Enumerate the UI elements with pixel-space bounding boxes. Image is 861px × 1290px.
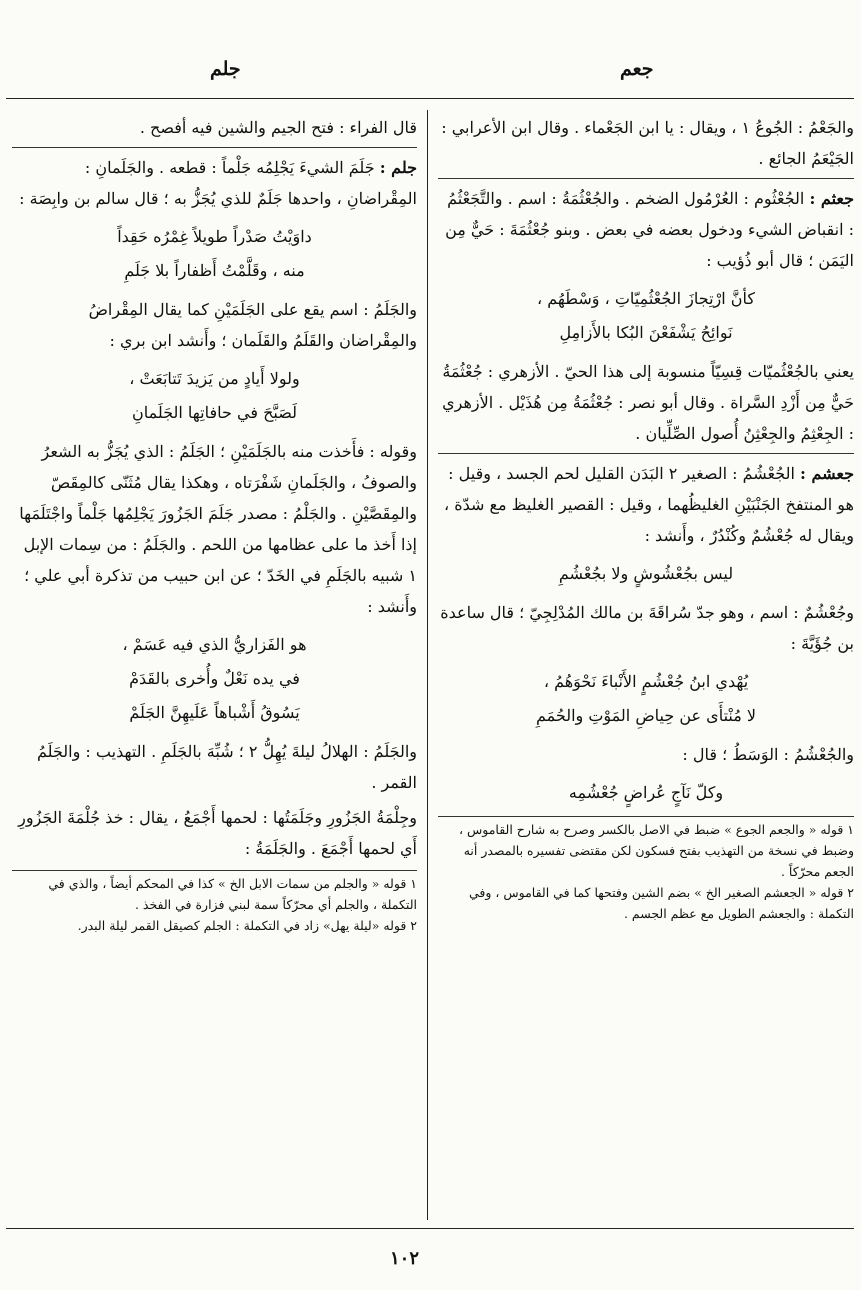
verse-line: لَصَبَّحَ في حافاتِها الجَلَمانِ [132,403,297,422]
running-header-right: جعم [620,58,654,80]
paragraph [438,597,854,659]
paragraph [12,436,417,622]
footnotes [438,816,854,924]
verse [438,557,854,591]
entry-text: جَلَمَ الشيءَ يَجْلِمُه جَلْماً : قطعه . والجَلَمانِ : المِقْراضانِ ، واحدها جَلَمٌ للذي يُجَزُّ به ؛ قال سالم بن وابِصَة : [19,158,417,208]
verse-line: كأنَّ ارْتِجازَ الجُعْثُمِيّاتِ ، وَسْطَهُم ، [536,289,756,308]
verse [12,628,417,730]
left-column [12,112,417,1220]
verse-line: داوَيْتُ صَدْراً طويلاً غِمْرُه حَقِداً [117,227,312,246]
footnote: ٢ قوله «ليلة يهل» زاد في التكملة : الجلم كصيقل القمر ليلة البدر. [77,918,417,933]
verse [438,665,854,733]
entry-text: الجُعْشُمُ : الصغير ٢ البَدَن القليل لحم الجسد ، وقيل : هو المنتفخ الجَنْبَيْنِ الغليظُهما ، وقيل : القصير الغليظ مع شدّة ، ويقال له جُعْشُمٌ وكُنْدُرٌ ، وأَنشد : [443,464,854,545]
verse-line: هو الفَزاريُّ الذي فيه عَسَمْ ، [122,635,307,654]
entry-text: يعني بالجُعْثُميّات قِسِيّاً منسوبة إلى هذا الحيّ . الأزهري : جُعْثُمَةُ حَيٌّ مِن أَزْدِ السَّراة . وقال أبو نصر : جُعْثُمَةُ مِن هُذَيْل . الأزهري : الجِعْثِمُ والجِعْثِنُ أُصول الصِّلِّيان . [442,362,854,443]
page-number: ١٠٢ [390,1248,420,1269]
verse-line: ولولا أَيادٍ من يَزيدَ تَتابَعَتْ ، [129,369,300,388]
dictionary-entry [12,147,417,214]
paragraph [438,739,854,770]
footnote: ٢ قوله « الجعشم الصغير الخ » بضم الشين وفتحها كما في القاموس ، وفي التكملة : والجعشم الطويل مع عظم الجسم . [468,885,854,921]
verse-line: منه ، وقَلَّمْتُ أَظفاراً بلا جَلَمِ [124,261,305,280]
verse-line: ليس بجُعْشُوشٍ ولا بجُعْشُمِ [558,564,734,583]
entry-text: والجَعْمُ : الجُوعُ ١ ، ويقال : يا ابن الجَعْماء . وقال ابن الأعرابي : الجَيْعَمُ الجائع . [441,118,854,168]
entry-text: والجُعْشُمُ : الوَسَطُ ؛ قال : [682,745,854,764]
entry-headword: جعشم : [799,464,854,483]
paragraph [12,736,417,798]
entry-headword: جعثم : [809,189,854,208]
verse [438,776,854,810]
entry-headword: جلم : [379,158,417,177]
paragraph [12,294,417,356]
paragraph [12,802,417,864]
entry-text: والجَلَمُ : الهلالُ ليلةَ يُهِلُّ ٢ ؛ شُبِّهَ بالجَلَمِ . التهذيب : والجَلَمُ القمر . [37,742,417,792]
verse-line: يُهْدي ابنُ جُعْشُمٍ الأَنْباءَ نَحْوَهُمُ ، [543,672,749,691]
dictionary-entry [438,178,854,276]
footer-rule [6,1228,854,1229]
paragraph [438,112,854,174]
verse [12,220,417,288]
verse-line: يَسُوقُ أَشْباهاً عَلَيهِنَّ الجَلَمْ [129,703,300,722]
paragraph [438,356,854,449]
entry-text: والجَلَمُ : اسم يقع على الجَلَمَيْنِ كما يقال المِقْراضُ والمِقْراضان والقَلَمُ والقَلَمان ؛ وأَنشد ابن بري : [88,300,417,350]
verse-line: نَوائِحُ يَشْفَعْنَ البُكا بالأَزامِلِ [559,323,733,342]
running-header-left: جلم [210,58,241,80]
entry-text: قال الفراء : فتح الجيم والشين فيه أفصح . [139,118,417,137]
header-rule [6,98,854,99]
right-column [438,112,854,1220]
entry-text: وقوله : فأَخذت منه بالجَلَمَيْنِ ؛ الجَلَمُ : الذي يُجَزُّ به الشعرُ والصوفُ ، والجَلَمانِ شَفْرَتاه ، وهكذا يقال مُثَنّى كالمِقَصّ والمِقَصَّيْنِ . والجَلْمُ : مصدر جَلَمَ الجَزُورَ يَجْلِمُها جَلْماً واجْتَلَمَها إذا أَخذ ما على عظامها من اللحم . والجَلَمُ : من سِمات الإبل ١ شبيه بالجَلَمِ في الخَدّ ؛ عن ابن حبيب من تذكرة أبي علي ؛ وأَنشد : [19,442,417,616]
footnote: ١ قوله « والجلم من سمات الابل الخ » كذا في المحكم أيضاً ، والذي في التكملة ، والجلم أي محرّكاً سمة لبني فزارة في الفخذ . [48,876,417,912]
verse-line: لا مُنْتأَى عن حِياضِ المَوْتِ والحُمَمِ [535,706,756,725]
verse-line: وكلّ نَآجٍ عُراضٍ جُعْشُمِه [568,783,724,802]
dictionary-entry [438,453,854,551]
entry-text: وجُعْشُمٌ : اسم ، وهو جدّ سُراقَةَ بن مالك المُدْلِجِيّ ؛ قال ساعدة بن جُؤَيَّةَ : [440,603,854,653]
footnote: ١ قوله « والجعم الجوع » ضبط في الاصل بالكسر وصرح به شارح القاموس ، وضبط في نسخة من التهذيب بفتح فسكون لكن مقتضى تفسيره بالمصدر أنه الجعم محرّكاً . [458,822,854,879]
column-divider [427,110,428,1220]
paragraph [12,112,417,143]
verse [12,362,417,430]
footnotes [12,870,417,936]
verse-line: في يده نَعْلٌ وأُخرى بالقَدَمْ [129,669,300,688]
entry-text: الجُعْثُوم : العُرْمُول الضخم . والجُعْثُمَةُ : اسم . والتَّجَعْثُمُ : انقباض الشيء ودخول بعضه في بعض . وبنو جُعْثُمَةَ : حَيٌّ مِن اليَمَن ؛ قال أبو ذُؤيب : [445,189,854,270]
verse [438,282,854,350]
entry-text: وجِلْمَةُ الجَزُورِ وجَلَمَتُها : لحمها أَجْمَعُ ، يقال : خذ جُلْمَةَ الجَزُورِ أَي لحمها أَجْمَعَ . والجَلَمَةُ : [18,808,417,858]
